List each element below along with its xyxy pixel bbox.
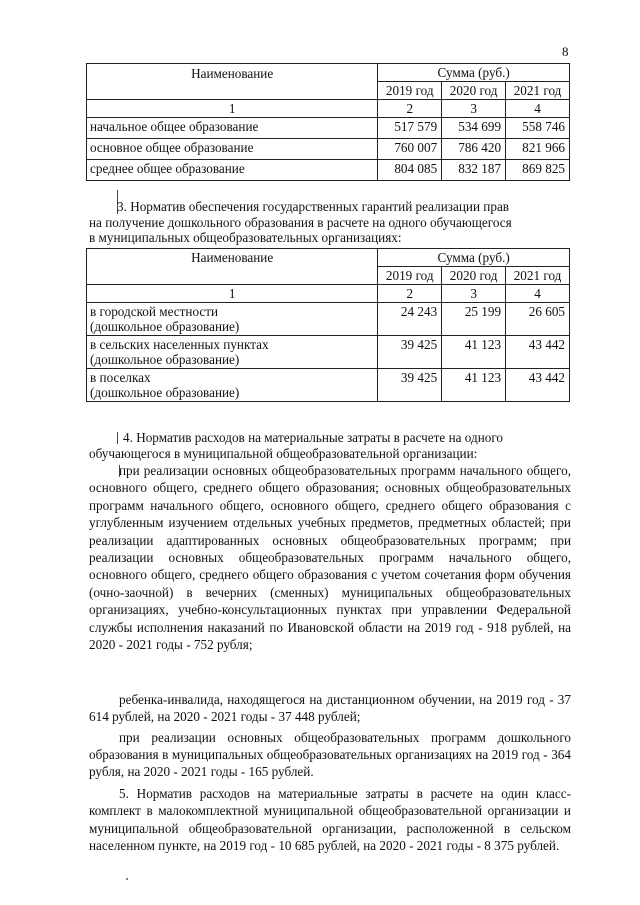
cell-value: 786 420 xyxy=(442,139,506,160)
cell-value: 534 699 xyxy=(442,118,506,139)
table1-year: 2020 год xyxy=(442,82,506,100)
table1-header-name: Наименование xyxy=(87,64,378,100)
cell-value: 821 966 xyxy=(506,139,570,160)
table2-year: 2019 год xyxy=(378,267,442,285)
table-row xyxy=(87,139,570,160)
table2-year: 2020 год xyxy=(442,267,506,285)
cell-value: 43 442 xyxy=(506,336,570,369)
table-row xyxy=(87,303,570,336)
section3-line: на получение дошкольного образования в расчете на одного обучающегося xyxy=(89,214,512,230)
paragraph-text: при реализации основных общеобразовательных программ начального общего, основного общего, среднего общего образования; основных общеобразовательных программ начального общего, основного общего, среднего общего образования с углубленным изучением отдельных учебных предметов, предметных областей; при реализации адаптированных основных общеобразовательных программ; при реализации основных общеобразовательных программ начального общего, основного общего, среднего общего образования с учетом сочетания форм обучения (очно-заочной) в вечерних (сменных) муниципальных общеобразовательных организациях, учебно-консультационных пунктах при управлении Федеральной службы исполнения наказаний по Ивановской области на 2019 год - 918 рублей, на 2020 - 2021 годы - 752 рубля; xyxy=(89,463,571,653)
paragraph-text: 5. Норматив расходов на материальные затраты в расчете на один класс-комплект в малокомплектной муниципальной общеобразовательной организации и муниципальной общеобразовательной организации, расположенной в сельском населенном пункте, на 2019 год - 10 685 рублей, на 2020 - 2021 годы - 8 375 рублей. xyxy=(89,786,571,854)
cell-value: 558 746 xyxy=(506,118,570,139)
section4-line: 4. Норматив расходов на материальные затраты в расчете на одного xyxy=(123,430,504,445)
table-general-education xyxy=(86,63,570,181)
section3-line: в муниципальных общеобразовательных организациях: xyxy=(89,230,402,245)
cell-value: 24 243 xyxy=(378,303,442,336)
paragraph-text: ребенка-инвалида, находящегося на дистанционном обучении, на 2019 год - 37 614 рублей, на 2020 - 2021 годы - 37 448 рублей; xyxy=(89,692,571,724)
table2-index: 3 xyxy=(442,285,506,303)
table-row xyxy=(87,160,570,181)
section3-heading xyxy=(89,199,571,246)
page-number: 8 xyxy=(562,44,569,59)
table1-index: 3 xyxy=(442,100,506,118)
cell-value: 41 123 xyxy=(442,369,506,402)
row-name-line: (дошкольное образование) xyxy=(90,319,240,334)
table2-year: 2021 год xyxy=(506,267,570,285)
row-name xyxy=(87,336,378,369)
cell-value: 41 123 xyxy=(442,336,506,369)
row-name-line: в поселках xyxy=(90,370,151,385)
row-name-line: (дошкольное образование) xyxy=(90,385,240,400)
table1-index: 2 xyxy=(378,100,442,118)
cell-value: 760 007 xyxy=(378,139,442,160)
table-row xyxy=(87,369,570,402)
row-name-line: (дошкольное образование) xyxy=(90,352,240,367)
cell-value: 39 425 xyxy=(378,369,442,402)
table2-header-sum: Сумма (руб.) xyxy=(378,249,570,267)
row-name xyxy=(87,369,378,402)
scan-speck xyxy=(126,878,128,880)
table1-header-sum: Сумма (руб.) xyxy=(378,64,570,82)
table2-index: 4 xyxy=(506,285,570,303)
table1-year: 2021 год xyxy=(506,82,570,100)
cell-value: 43 442 xyxy=(506,369,570,402)
table-row xyxy=(87,336,570,369)
cell-value: 25 199 xyxy=(442,303,506,336)
cell-value: 869 825 xyxy=(506,160,570,181)
row-name-line: в сельских населенных пунктах xyxy=(90,337,269,352)
table1-index: 4 xyxy=(506,100,570,118)
table1-year: 2019 год xyxy=(378,82,442,100)
section4-line: обучающегося в муниципальной общеобразовательной организации: xyxy=(89,446,478,461)
cell-value: 832 187 xyxy=(442,160,506,181)
table2-index: 2 xyxy=(378,285,442,303)
table2-index: 1 xyxy=(87,285,378,303)
row-name: основное общее образование xyxy=(87,139,378,160)
section4-paragraph-3 xyxy=(89,729,571,780)
section3-line: 3. Норматив обеспечения государственных гарантий реализации прав xyxy=(117,199,510,214)
row-name xyxy=(87,303,378,336)
section5-paragraph xyxy=(89,785,571,855)
table2-header-name: Наименование xyxy=(87,249,378,285)
row-name: начальное общее образование xyxy=(87,118,378,139)
section4-heading xyxy=(89,430,571,462)
section4-paragraph-2 xyxy=(89,691,571,725)
cell-value: 804 085 xyxy=(378,160,442,181)
table1-index: 1 xyxy=(87,100,378,118)
row-name: среднее общее образование xyxy=(87,160,378,181)
table-preschool-education xyxy=(86,248,570,402)
paragraph-text: при реализации основных общеобразовательных программ дошкольного образования в муниципальных общеобразовательных организациях на 2019 год - 364 рубля, на 2020 - 2021 годы - 165 рублей. xyxy=(89,730,571,779)
table-row xyxy=(87,118,570,139)
cell-value: 39 425 xyxy=(378,336,442,369)
cell-value: 26 605 xyxy=(506,303,570,336)
section4-paragraph-1 xyxy=(89,462,571,653)
row-name-line: в городской местности xyxy=(90,304,219,319)
cell-value: 517 579 xyxy=(378,118,442,139)
